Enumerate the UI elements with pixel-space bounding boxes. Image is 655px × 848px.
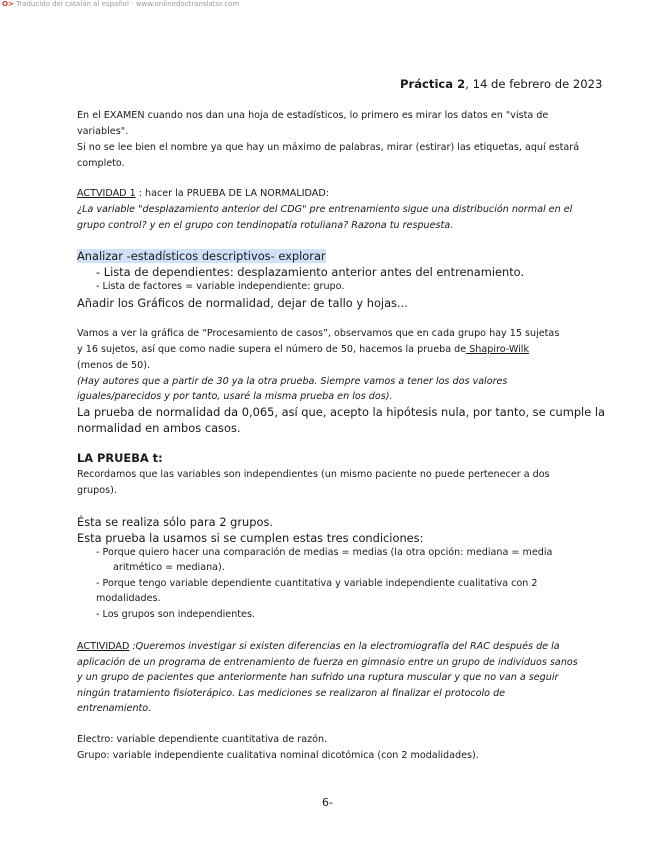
activity1-label: ACTVIDAD 1 [77, 188, 136, 199]
intro-line-4: completo. [77, 158, 125, 169]
activity2-label: ACTIVIDAD [77, 641, 130, 652]
cases-note-1: (Hay autores que a partir de 30 ya la otra prueba. Siempre vamos a tener los dos valores [77, 376, 508, 387]
analysis-item-dependents: - Lista de dependientes: desplazamiento anterior antes del entrenamiento. [96, 265, 525, 279]
normality-result-1: La prueba de normalidad da 0,065, así que, acepto la hipótesis nula, por tanto, se cumple la [77, 405, 605, 419]
intro-line-1: En el EXAMEN cuando nos dan una hoja de estadísticos, lo primero es mirar los datos en "vista de [77, 110, 549, 121]
condition-2-line-1: - Porque tengo variable dependiente cuantitativa y variable independiente cualitativa con 2 [96, 578, 538, 589]
analysis-add-graphs: Añadir los Gráficos de normalidad, dejar de tallo y hojas... [77, 296, 408, 310]
translator-logo-icon: O> [2, 0, 14, 8]
activity1-question-2: grupo control? y en el grupo con tendinopatía rotuliana? Razona tu respuesta. [77, 220, 454, 231]
activity2-line-3: y un grupo de pacientes que anteriormente han sufrido una ruptura muscular y que no van a seguir [77, 672, 559, 683]
activity2-line-2: aplicación de un programa de entrenamiento de fuerza en gimnasio entre un grupo de individuos sanos [77, 657, 578, 668]
practice-date: , 14 de febrero de 2023 [465, 77, 603, 91]
ttest-only-two-groups: Ésta se realiza sólo para 2 grupos. [77, 515, 273, 529]
activity2-line-4: ningún tratamiento fisioterápico. Las mediciones se realizaron al finalizar el protocolo de [77, 688, 506, 699]
activity1-heading [77, 188, 329, 199]
ttest-desc-1: Recordamos que las variables son independientes (un mismo paciente no puede pertenecer a dos [77, 469, 550, 480]
cases-line-3: (menos de 50). [77, 360, 151, 371]
intro-line-3: Si no se lee bien el nombre ya que hay un máximo de palabras, mirar (estirar) las etiquetas, aquí estará [77, 142, 580, 153]
page-header [400, 77, 602, 91]
translation-banner [2, 0, 239, 8]
normality-result-2: normalidad en ambos casos. [77, 421, 241, 435]
activity2-line-1 [77, 641, 560, 652]
activity1-question-1: ¿La variable "desplazamiento anterior del CDG" pre entrenamiento sigue una distribución normal en el [77, 204, 573, 215]
analysis-menu-path [77, 249, 326, 263]
condition-2-line-2: modalidades. [96, 593, 161, 604]
cases-note-2: iguales/parecidos y por tanto, usaré la misma prueba en los dos). [77, 391, 393, 402]
cases-line-1: Vamos a ver la gráfica de “Procesamiento de casos”, observamos que en cada grupo hay 15 sujetas [77, 328, 560, 339]
activity1-title: : hacer la PRUEBA DE LA NORMALIDAD: [135, 188, 329, 199]
condition-1-line-2: aritmético = mediana). [113, 562, 225, 573]
intro-line-2: variables". [77, 126, 129, 137]
cases-line-2 [77, 344, 529, 355]
page-number: 6- [322, 796, 333, 809]
variable-electro: Electro: variable dependiente cuantitativa de razón. [77, 734, 328, 745]
cases-line-2-text: y 16 sujetos, así que como nadie supera el número de 50, hacemos la prueba de [77, 344, 467, 355]
practice-title: Práctica 2 [400, 77, 466, 91]
activity2-line-5: entrenamiento. [77, 703, 152, 714]
ttest-title: LA PRUEBA t: [77, 451, 163, 465]
ttest-conditions-intro: Esta prueba la usamos si se cumplen estas tres condiciones: [77, 531, 424, 545]
analysis-menu-highlight: Analizar -estadísticos descriptivos- explorar [77, 249, 326, 263]
condition-3: - Los grupos son independientes. [96, 609, 255, 620]
banner-text: Traducido del catalán al español - www.onlinedoctranslator.com [16, 0, 240, 8]
shapiro-wilk-link: Shapiro-Wilk [466, 344, 530, 355]
activity2-text-1: :Queremos investigar si existen diferencias en la electromiografía del RAC después de la [129, 641, 560, 652]
analysis-item-factors: - Lista de factores = variable independiente: grupo. [96, 281, 345, 292]
ttest-desc-2: grupos). [77, 485, 117, 496]
variable-grupo: Grupo: variable independiente cualitativa nominal dicotómica (con 2 modalidades). [77, 750, 479, 761]
condition-1-line-1: - Porque quiero hacer una comparación de medias = medias (la otra opción: mediana = media [96, 547, 553, 558]
